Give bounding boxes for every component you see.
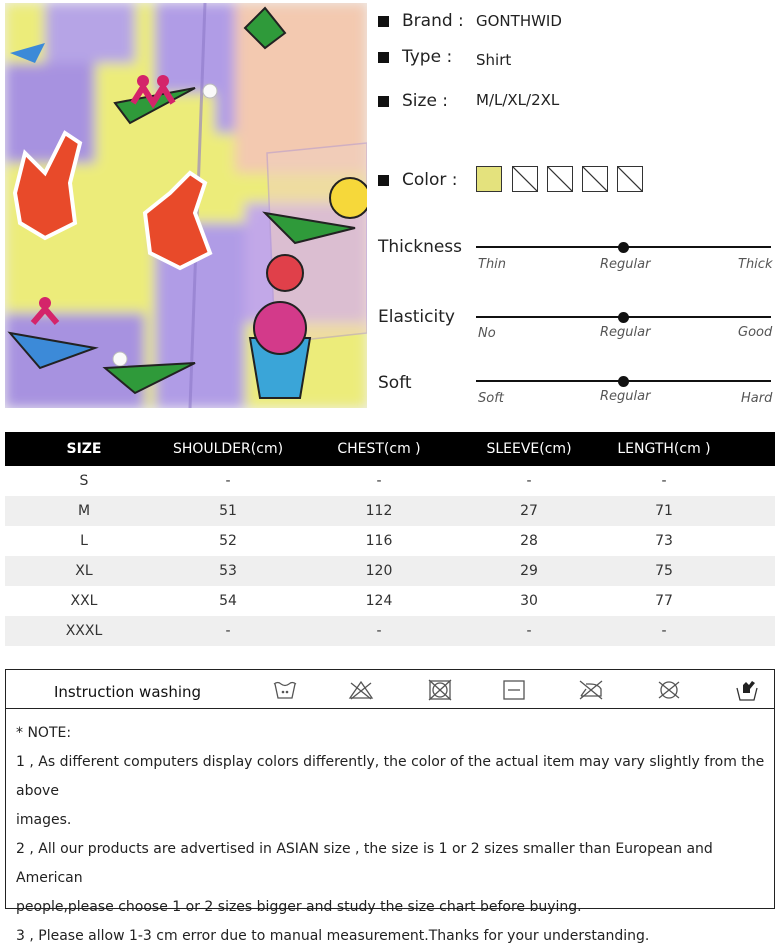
brand-label: Brand : <box>402 11 464 31</box>
hand-wash-30-icon <box>272 679 298 701</box>
elasticity-marker <box>618 312 629 323</box>
cell-shoulder: 52 <box>219 533 237 549</box>
cell-sleeve: 29 <box>520 563 538 579</box>
color-swatch-empty <box>617 166 643 192</box>
elasticity-title: Elasticity <box>378 307 455 327</box>
bullet-icon <box>378 175 389 186</box>
size-value: M/L/XL/2XL <box>476 91 560 109</box>
cell-chest: 124 <box>365 593 393 609</box>
cell-shoulder: 54 <box>219 593 237 609</box>
size-table <box>5 432 775 646</box>
size-table-header <box>5 432 775 466</box>
thickness-mid: Regular <box>600 257 651 272</box>
table-row <box>5 526 775 556</box>
spec-brand <box>378 7 464 35</box>
note-line-1b: images. <box>16 812 72 828</box>
cell-length: - <box>661 473 667 489</box>
color-swatch-empty <box>547 166 573 192</box>
cell-shoulder: 53 <box>219 563 237 579</box>
hand-wash-only-icon <box>734 679 760 701</box>
cell-chest: 112 <box>365 503 393 519</box>
soft-high: Hard <box>741 391 773 406</box>
cell-shoulder: - <box>225 473 231 489</box>
thickness-high: Thick <box>738 257 773 272</box>
thickness-title: Thickness <box>378 237 463 257</box>
header-chest: CHEST(cm ) <box>337 441 421 457</box>
spec-color <box>378 166 458 194</box>
soft-mid: Regular <box>600 389 651 404</box>
cell-length: 77 <box>655 593 673 609</box>
note-line-2a: 2 , All our products are advertised in ASIAN size , the size is 1 or 2 sizes smaller than European and American <box>16 841 713 886</box>
cell-size: XL <box>75 563 93 579</box>
cell-shoulder: - <box>225 623 231 639</box>
cell-size: XXL <box>70 593 98 609</box>
cell-sleeve: 28 <box>520 533 538 549</box>
table-row <box>5 466 775 496</box>
note-line-2b: people,please choose 1 or 2 sizes bigger and study the size chart before buying. <box>16 899 582 915</box>
no-dry-clean-icon <box>656 679 682 701</box>
washing-instructions-box <box>5 669 775 944</box>
header-size: SIZE <box>66 441 102 457</box>
type-label: Type : <box>402 47 453 67</box>
cell-size: S <box>79 473 89 489</box>
spec-size <box>378 87 448 115</box>
header-shoulder: SHOULDER(cm) <box>172 441 284 457</box>
notes-section <box>6 709 774 951</box>
no-tumble-dry-icon <box>427 679 453 701</box>
iron-low-icon <box>578 679 604 701</box>
header-length: LENGTH(cm ) <box>617 441 711 457</box>
table-row <box>5 616 775 646</box>
table-row <box>5 496 775 526</box>
color-swatch-empty <box>582 166 608 192</box>
color-swatch-yellow[interactable] <box>476 166 502 192</box>
type-value: Shirt <box>476 51 512 69</box>
color-label: Color : <box>402 170 458 190</box>
table-row <box>5 556 775 586</box>
elasticity-mid: Regular <box>600 325 651 340</box>
elasticity-high: Good <box>738 325 773 340</box>
bullet-icon <box>378 52 389 63</box>
no-bleach-icon <box>348 679 374 701</box>
cell-chest: - <box>376 473 382 489</box>
cell-chest: - <box>376 623 382 639</box>
header-sleeve: SLEEVE(cm) <box>486 441 572 457</box>
note-line-1a: 1 , As different computers display colors differently, the color of the actual item may vary slightly from the above <box>16 754 765 799</box>
brand-value: GONTHWID <box>476 12 562 30</box>
thickness-low: Thin <box>478 257 507 272</box>
bullet-icon <box>378 16 389 27</box>
color-swatch-empty <box>512 166 538 192</box>
dry-flat-icon <box>501 679 527 701</box>
cell-length: 73 <box>655 533 673 549</box>
cell-sleeve: 27 <box>520 503 538 519</box>
soft-low: Soft <box>478 391 504 406</box>
cell-sleeve: - <box>526 473 532 489</box>
table-row <box>5 586 775 616</box>
cell-sleeve: - <box>526 623 532 639</box>
cell-shoulder: 51 <box>219 503 237 519</box>
elasticity-low: No <box>478 326 496 341</box>
cell-length: 71 <box>655 503 673 519</box>
note-line-3: 3 , Please allow 1-3 cm error due to manual measurement.Thanks for your understanding. <box>16 928 650 944</box>
spec-type <box>378 43 452 71</box>
cell-length: - <box>661 623 667 639</box>
thickness-marker <box>618 242 629 253</box>
cell-size: M <box>77 503 91 519</box>
cell-size: XXXL <box>65 623 103 639</box>
washing-header <box>6 670 774 709</box>
soft-title: Soft <box>378 373 412 393</box>
cell-length: 75 <box>655 563 673 579</box>
cell-chest: 120 <box>365 563 393 579</box>
cell-size: L <box>80 533 88 549</box>
product-photo <box>5 3 367 408</box>
bullet-icon <box>378 96 389 107</box>
note-heading: * NOTE: <box>16 725 72 741</box>
washing-title: Instruction washing <box>54 683 202 701</box>
soft-marker <box>618 376 629 387</box>
cell-sleeve: 30 <box>520 593 538 609</box>
cell-chest: 116 <box>365 533 393 549</box>
size-label: Size : <box>402 91 449 111</box>
